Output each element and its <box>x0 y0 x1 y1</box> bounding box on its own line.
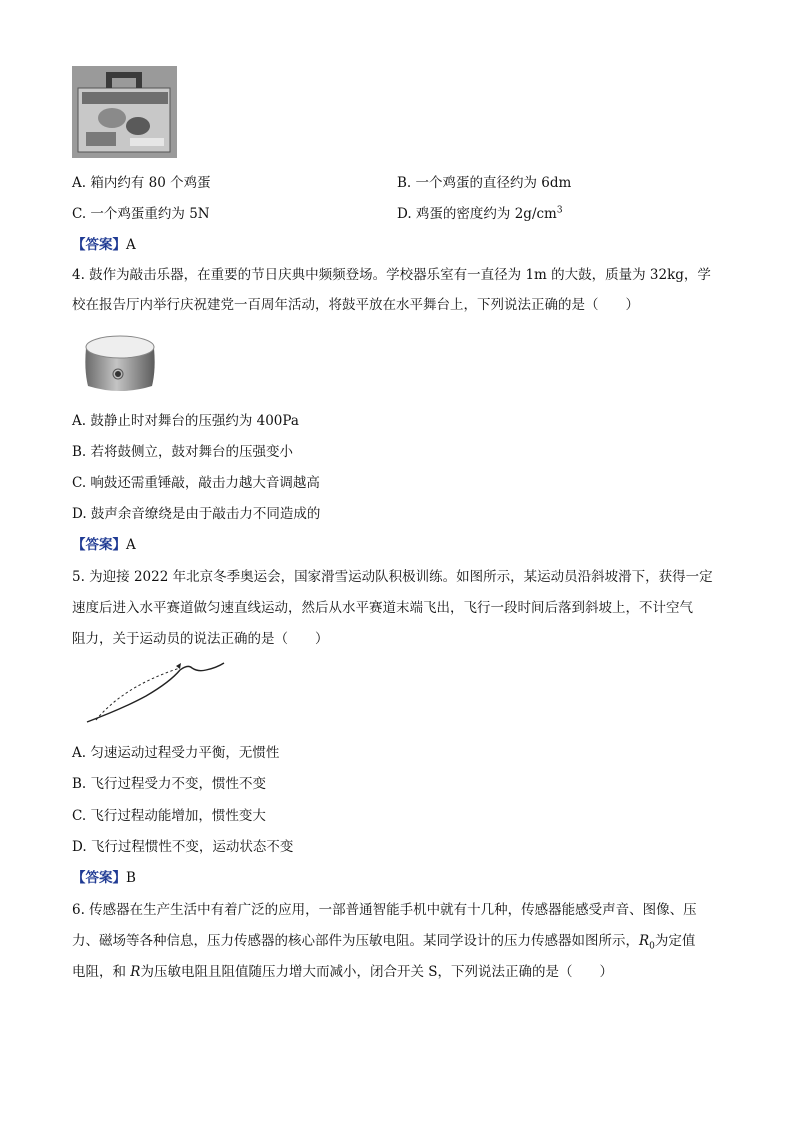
q3-answer: 【答案】A <box>72 237 136 253</box>
q5-stem-line1: 5. 为迎接 2022 年北京冬季奥运会，国家滑雪运动队积极训练。如图所示，某运动员沿斜坡滑下，获得一定 <box>72 569 713 585</box>
q5-option-d: D. 飞行过程惯性不变，运动状态不变 <box>72 839 294 855</box>
egg-box-photo <box>72 66 177 158</box>
answer-label: 【答案】 <box>72 237 126 253</box>
q4-stem-line1: 4. 鼓作为敲击乐器，在重要的节日庆典中频频登场。学校器乐室有一直径为 1m 的大鼓，质量为 32kg，学 <box>72 267 711 283</box>
q5-stem-line2: 速度后进入水平赛道做匀速直线运动，然后从水平赛道末端飞出，飞行一段时间后落到斜坡上，不计空气 <box>72 600 693 616</box>
q6-stem-line1: 6. 传感器在生产生活中有着广泛的应用，一部普通智能手机中就有十几种，传感器能感受声音、图像、压 <box>72 902 697 918</box>
q3-option-b: B. 一个鸡蛋的直径约为 6dm <box>397 175 572 191</box>
q4-answer: 【答案】A <box>72 537 136 553</box>
answer-label: 【答案】 <box>72 537 126 553</box>
q5-option-a: A. 匀速运动过程受力平衡，无惯性 <box>72 745 280 761</box>
q3-option-a: A. 箱内约有 80 个鸡蛋 <box>72 175 211 191</box>
q4-option-a: A. 鼓静止时对舞台的压强约为 400Pa <box>72 413 299 429</box>
q6-stem-line2: 力、磁场等各种信息，压力传感器的核心部件为压敏电阻。某同学设计的压力传感器如图所示，$R_0$为定值 <box>72 933 696 952</box>
q4-option-d: D. 鼓声余音缭绕是由于敲击力不同造成的 <box>72 506 321 522</box>
q3-option-d: D. 鸡蛋的密度约为 $2g/cm^3$ <box>397 205 563 222</box>
q4-option-b: B. 若将鼓侧立，鼓对舞台的压强变小 <box>72 444 294 460</box>
q5-option-c: C. 飞行过程动能增加，惯性变大 <box>72 808 266 824</box>
q5-answer: 【答案】B <box>72 870 136 886</box>
drum-photo <box>80 330 160 398</box>
q4-stem-line2: 校在报告厅内举行庆祝建党一百周年活动，将鼓平放在水平舞台上，下列说法正确的是（ ） <box>72 297 639 313</box>
q4-option-c: C. 响鼓还需重锤敲，敲击力越大音调越高 <box>72 475 320 491</box>
q6-stem-line3: 电阻，和 R为压敏电阻且阻值随压力增大而减小，闭合开关 S，下列说法正确的是（ ） <box>72 964 614 980</box>
q3-option-c: C. 一个鸡蛋重约为 5N <box>72 206 210 222</box>
ski-slope-diagram <box>84 660 229 725</box>
q5-option-b: B. 飞行过程受力不变，惯性不变 <box>72 776 267 792</box>
answer-label: 【答案】 <box>72 870 126 886</box>
q5-stem-line3: 阻力，关于运动员的说法正确的是（ ） <box>72 631 329 647</box>
